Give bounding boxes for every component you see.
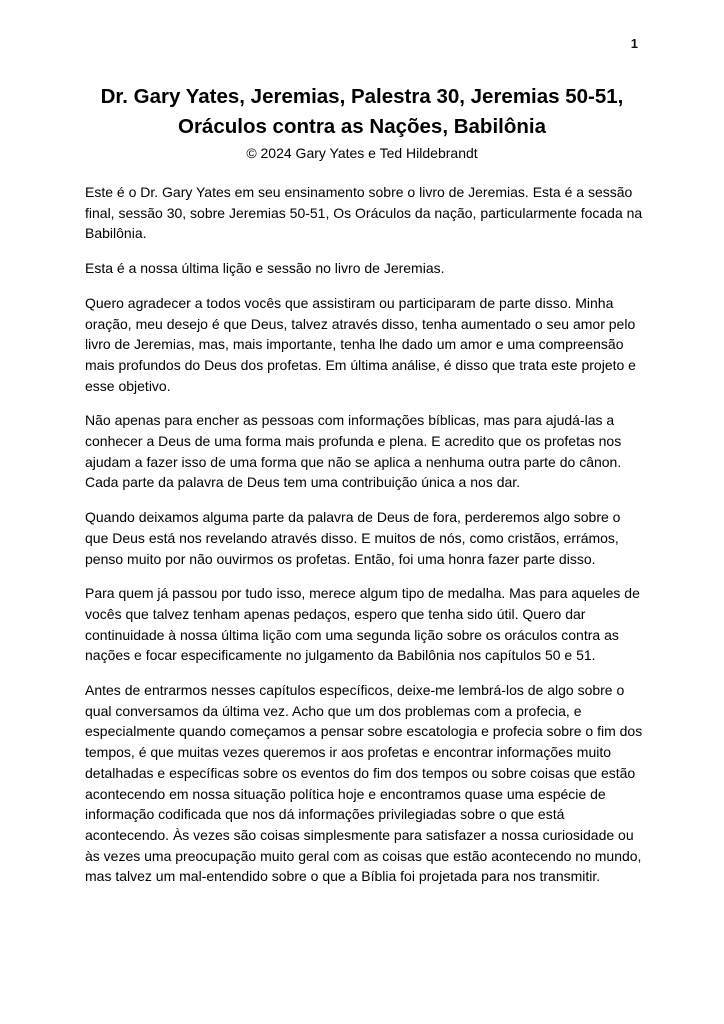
document-body bbox=[85, 182, 643, 901]
paragraph-medal: Para quem já passou por tudo isso, merece algum tipo de medalha. Mas para aqueles de vocês que talvez tenham apenas pedaços, espero que tenha sido útil. Quero dar continuidade à nossa última lição com uma segunda lição sobre os oráculos contra as nações e focar especificamente no julgamento da Babilônia nos capítulos 50 e 51. bbox=[85, 585, 640, 664]
paragraph-intro: Este é o Dr. Gary Yates em seu ensinamento sobre o livro de Jeremias. Esta é a sessão final, sessão 30, sobre Jeremias 50-51, Os Oráculos da nação, particularmente focada na Babilônia. bbox=[85, 184, 643, 242]
paragraph-word-of-god: Quando deixamos alguma parte da palavra de Deus de fora, perderemos algo sobre o que Deus está nos revelando através disso. E muitos de nós, como cristãos, errámos, penso muito por não ouvirmos os profetas. Então, foi uma honra fazer parte disso. bbox=[85, 509, 621, 567]
paragraph-last-session: Esta é a nossa última lição e sessão no livro de Jeremias. bbox=[85, 260, 445, 277]
title-line-2: Oráculos contra as Nações, Babilônia bbox=[178, 115, 546, 138]
title-line-1: Dr. Gary Yates, Jeremias, Palestra 30, Jeremias 50-51, bbox=[100, 85, 624, 108]
paragraph-purpose: Não apenas para encher as pessoas com informações bíblicas, mas para ajudá-las a conhecer a Deus de uma forma mais profunda e plena. E acredito que os profetas nos ajudam a fazer isso de uma forma que não se aplica a nenhuma outra parte do cânon. Cada parte da palavra de Deus tem uma contribuição única a nos dar. bbox=[85, 412, 622, 491]
paragraph-prophecy-problems: Antes de entrarmos nesses capítulos específicos, deixe-me lembrá-los de algo sobre o qual conversamos da última vez. Acho que um dos problemas com a profecia, e especialmente quando começamos a pensar sobre escatologia e profecia sobre o fim dos tempos, é que muitas vezes queremos ir aos profetas e encontrar informações muito detalhadas e específicas sobre os eventos do fim dos tempos ou sobre coisas que estão acontecendo em nossa situação política hoje e encontramos quase uma espécie de informação codificada que nos dá informações privilegiadas sobre o que está acontecendo. Às vezes são coisas simplesmente para satisfazer a nossa curiosidade ou às vezes uma preocupação muito geral com as coisas que estão acontecendo no mundo, mas talvez um mal-entendido sobre o que a Bíblia foi projetada para nos transmitir. bbox=[85, 682, 643, 885]
paragraph-thanks: Quero agradecer a todos vocês que assistiram ou participaram de parte disso. Minha oração, meu desejo é que Deus, talvez através disso, tenha aumentado o seu amor pelo livro de Jeremias, mas, mais importante, tenha lhe dado um amor e uma compreensão mais profundos do Deus dos profetas. Em última análise, é disso que trata este projeto e esse objetivo. bbox=[85, 294, 636, 394]
page-number: 1 bbox=[630, 36, 638, 51]
copyright-line: © 2024 Gary Yates e Ted Hildebrandt bbox=[246, 145, 478, 161]
document-title bbox=[62, 82, 662, 142]
